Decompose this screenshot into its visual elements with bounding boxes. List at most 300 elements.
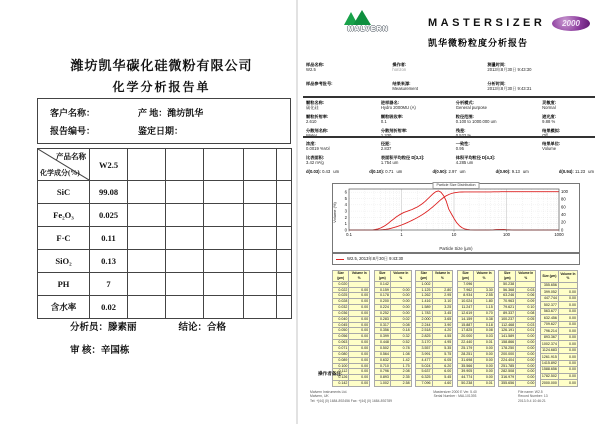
volume-cell: 0.00 <box>349 340 370 346</box>
malvern-wordmark: MALVERN <box>347 26 389 33</box>
volume-cell: 0.00 <box>390 299 411 305</box>
footer-line: Malvern Instruments Ltd. <box>310 390 348 394</box>
divider <box>303 96 595 98</box>
size-distribution-table <box>332 270 578 387</box>
percentile-label: d(0.50): <box>432 169 448 174</box>
size-table-row <box>540 380 577 387</box>
volume-cell: 0.00 <box>349 351 370 357</box>
volume-cell: 0.00 <box>558 334 577 340</box>
volume-cell: 0.70 <box>474 310 495 316</box>
volume-cell: 0.00 <box>349 316 370 322</box>
size-cell: 0.710 <box>374 363 390 369</box>
size-cell: 8.934 <box>457 293 474 299</box>
field-value: horizon <box>392 67 407 72</box>
svg-text:10: 10 <box>451 232 457 237</box>
empty-cell <box>166 204 204 227</box>
svg-text:20: 20 <box>561 219 566 225</box>
empty-cell <box>277 149 292 181</box>
percentile-value: d(0.03): 0.43 um <box>306 169 340 174</box>
size-cell: 632.456 <box>540 315 558 321</box>
component-value: 99.08 <box>90 181 128 204</box>
volume-cell: 1.75 <box>390 363 411 369</box>
field-label: 比表面积: <box>306 155 325 160</box>
field-label: 结果模拟: <box>542 128 561 133</box>
volume-weighted-mean <box>456 154 542 166</box>
volume-cell: 0.00 <box>516 334 536 340</box>
field-label: 遮光度: <box>542 114 557 119</box>
legend-line-sample <box>336 259 344 260</box>
size-table-column <box>540 270 578 387</box>
svg-text:100: 100 <box>561 189 568 195</box>
report-title: 凯华微粉粒度分析报告 <box>428 38 529 48</box>
field-label: 残差: <box>455 128 466 133</box>
volume-cell: 0.00 <box>474 357 495 363</box>
empty-cell <box>204 296 244 319</box>
size-cell: 502.377 <box>540 302 558 308</box>
svg-text:1: 1 <box>400 232 403 237</box>
percentile-label: d(0.90): <box>495 169 511 174</box>
size-cell: 1415.892 <box>541 361 557 365</box>
sample-name <box>306 60 392 76</box>
size-cell: 1124.683 <box>542 348 557 353</box>
volume-cell: 0.00 <box>349 369 370 375</box>
product-name-cell: W2.5 <box>90 149 128 181</box>
volume-cell: 0.05 <box>516 316 536 322</box>
volume-cell: 0.18 <box>390 328 411 334</box>
empty-cell <box>277 296 292 319</box>
empty-cell <box>128 227 166 250</box>
size-cell: 282.508 <box>499 369 516 375</box>
volume-cell: 0.38 <box>474 316 495 322</box>
volume-cell: 0.00 <box>349 293 370 299</box>
diagonal-header-cell <box>38 149 90 181</box>
field-value: 2.610 <box>306 119 317 124</box>
volume-cell: 0.00 <box>474 345 495 351</box>
field-label: 测量时间: <box>487 62 506 67</box>
empty-cell <box>204 250 244 273</box>
svg-text:2: 2 <box>344 214 347 220</box>
size-cell: 1.783 <box>416 310 432 316</box>
size-cell: 1588.656 <box>541 367 557 372</box>
absorption <box>381 113 456 125</box>
size-cell: 0.028 <box>333 299 349 305</box>
particle-ri <box>306 113 381 125</box>
reviewer-label: 审 核： <box>70 346 101 356</box>
empty-cell <box>128 296 166 319</box>
size-cell: 7.962 <box>457 287 474 293</box>
size-cell: 112.468 <box>499 322 516 328</box>
field-value: 2013年8月30日 9:43:31 <box>487 86 532 91</box>
result-units <box>542 140 594 152</box>
size-range <box>456 113 542 125</box>
volume-cell: 0.00 <box>558 360 577 366</box>
size-table-row <box>374 381 411 387</box>
volume-cell: 0.00 <box>474 369 495 375</box>
field-label: 粒径范围: <box>455 114 474 119</box>
field-label: 分析模式: <box>455 100 474 105</box>
report-title: 化学分析报告单 <box>112 80 211 94</box>
volume-cell: 0.00 <box>349 381 370 387</box>
volume-cell: 5.75 <box>432 351 453 357</box>
origin-value: 潍坊凯华 <box>167 108 204 118</box>
size-cell: 399.052 <box>540 289 558 295</box>
volume-cell: 0.00 <box>558 315 577 321</box>
size-cell: 2.825 <box>416 334 432 340</box>
field-label: 颗粒折射率: <box>306 114 329 119</box>
volume-cell: 0.00 <box>558 321 577 327</box>
size-table-row <box>416 381 453 387</box>
svg-text:3: 3 <box>344 208 347 214</box>
size-cell: 28.251 <box>457 351 474 357</box>
size-cell: 1.125 <box>416 287 432 293</box>
volume-cell: 3.10 <box>432 299 453 305</box>
component-name: Fe₂O₃ <box>38 204 90 227</box>
concentration <box>306 140 381 152</box>
volume-cell: 0.00 <box>390 305 411 311</box>
field-label: 径距: <box>380 141 391 146</box>
percentile-unit: um <box>588 169 594 174</box>
size-cell: 2000.000 <box>541 380 557 385</box>
conclusion-label: 结论： <box>178 323 208 333</box>
volume-cell: 2.08 <box>390 369 411 375</box>
size-cell: 89.337 <box>499 310 516 316</box>
size-table-header-row <box>333 271 370 282</box>
x-axis-label: Particle Size (µm) <box>439 246 473 251</box>
svg-text:0: 0 <box>344 227 347 233</box>
volume-cell: 0.78 <box>390 345 411 351</box>
size-cell: 0.159 <box>374 287 390 293</box>
volume-cell: 6.20 <box>432 363 453 369</box>
empty-cell <box>166 181 204 204</box>
field-label: 样品参考批号: <box>306 81 333 86</box>
field-value: 0.1 <box>380 119 387 124</box>
volume-cell: 0.00 <box>558 354 577 360</box>
size-column-header: Size (µm) <box>333 271 349 282</box>
volume-cell: 0.00 <box>516 375 536 381</box>
size-cell: 7.096 <box>416 381 432 387</box>
field-value: General purpose <box>455 105 487 110</box>
footer-line: Record Number: 13 <box>518 394 548 399</box>
empty-cell <box>204 204 244 227</box>
volume-cell: 1.80 <box>474 299 495 305</box>
volume-cell: 0.00 <box>474 375 495 381</box>
volume-cell: 0.18 <box>474 322 495 328</box>
size-table-row <box>499 381 536 387</box>
mastersizer-2000-badge: 2000 <box>552 16 590 31</box>
operator <box>392 60 487 76</box>
percentile-unit: um <box>396 169 403 174</box>
footer-line: Mastersizer 2000 E Ver. 5.40 <box>433 390 477 394</box>
size-cell: 0.063 <box>333 340 349 346</box>
volume-cell: 0.00 <box>349 375 370 381</box>
empty-cell <box>277 204 292 227</box>
legend-label: W2.5, 2013年8月30日 9:43:30 <box>347 256 404 261</box>
percentile-row <box>306 169 594 174</box>
empty-cell <box>244 296 277 319</box>
volume-cell: 0.10 <box>516 305 536 311</box>
size-table-row <box>457 381 494 387</box>
size-cell: 709.627 <box>540 321 558 327</box>
size-cell: 0.126 <box>333 375 349 381</box>
customer-label: 客户名称： <box>50 108 96 118</box>
size-table-header-row <box>416 271 453 282</box>
volume-cell: 0.00 <box>558 380 577 387</box>
size-cell: 22.440 <box>457 340 474 346</box>
empty-cell <box>204 149 244 181</box>
footer-instrument <box>410 390 500 399</box>
size-cell: 0.080 <box>333 351 349 357</box>
size-cell: 25.179 <box>457 345 474 351</box>
size-column-header: Size (µm) <box>374 271 390 282</box>
volume-cell: 0.00 <box>474 351 495 357</box>
volume-cell: 4.20 <box>432 328 453 334</box>
size-cell: 0.036 <box>333 310 349 316</box>
size-cell: 0.224 <box>374 305 390 311</box>
svg-text:40: 40 <box>561 212 566 218</box>
size-cell: 50.238 <box>499 281 516 287</box>
chart-plot <box>333 184 577 242</box>
volume-cell: 0.32 <box>390 334 411 340</box>
mastersizer-wordmark: MASTERSIZER <box>428 17 546 29</box>
volume-cell: 0.08 <box>516 310 536 316</box>
component-value: 0.025 <box>90 204 128 227</box>
empty-cell <box>166 296 204 319</box>
size-cell: 0.796 <box>374 369 390 375</box>
size-table-column <box>332 270 370 387</box>
svg-text:1: 1 <box>344 221 347 227</box>
svg-text:6: 6 <box>344 189 347 195</box>
size-cell: 1.416 <box>416 299 432 305</box>
size-table-column <box>374 270 412 387</box>
size-cell: 0.564 <box>374 351 390 357</box>
volume-cell: 0.00 <box>474 363 495 369</box>
volume-cell: 0.00 <box>558 373 577 379</box>
size-cell: 0.112 <box>333 369 349 375</box>
field-label: 体积平均粒径 D[4,3]: <box>455 155 496 160</box>
size-cell: 2.000 <box>416 316 432 322</box>
volume-cell: 0.00 <box>558 367 577 373</box>
volume-cell: 6.05 <box>432 357 453 363</box>
empty-cell <box>277 227 292 250</box>
empty-cell <box>128 273 166 296</box>
empty-cell <box>244 227 277 250</box>
percentile-unit: um <box>333 169 340 174</box>
size-cell: 0.032 <box>333 305 349 311</box>
volume-cell: 0.00 <box>349 299 370 305</box>
empty-cell <box>204 273 244 296</box>
size-cell: 63.246 <box>499 293 516 299</box>
size-table-header-row <box>540 271 577 283</box>
volume-cell: 0.00 <box>516 369 536 375</box>
particle-size-chart <box>332 183 580 253</box>
volume-cell: 0.00 <box>349 357 370 363</box>
y-axis-label: Volume (%) <box>331 202 337 223</box>
volume-cell: 0.00 <box>516 340 536 346</box>
volume-cell: 0.00 <box>349 328 370 334</box>
field-value: 9.88 % <box>542 119 556 124</box>
field-label: 颗粒名称: <box>306 100 325 105</box>
volume-cell: 4.60 <box>432 381 453 387</box>
chemical-analysis-report <box>30 55 293 385</box>
size-cell: 50.238 <box>457 381 474 387</box>
empty-cell <box>277 250 292 273</box>
component-name: SiO₂ <box>38 250 90 273</box>
operator-notes-label: 操作者备注: <box>318 371 343 376</box>
size-cell: 79.621 <box>499 305 516 311</box>
volume-cell: 0.08 <box>474 328 495 334</box>
component-name: 含水率 <box>38 296 90 319</box>
sensitivity <box>542 99 594 111</box>
span <box>381 140 456 152</box>
volume-column-header: Volume In % <box>558 271 577 283</box>
size-cell: 0.399 <box>374 334 390 340</box>
volume-cell: 0.00 <box>558 347 577 353</box>
percentile-value: d(0.90): 9.13 um <box>495 169 529 174</box>
field-label: 结果来源: <box>392 81 411 86</box>
field-value: Normal <box>542 105 556 110</box>
result-source <box>392 79 487 95</box>
size-column-header: Size (µm) <box>457 271 474 282</box>
volume-cell: 2.95 <box>432 293 453 299</box>
field-value <box>306 86 392 91</box>
size-cell: 100.237 <box>499 316 516 322</box>
volume-cell: 0.00 <box>349 345 370 351</box>
volume-cell: 4.55 <box>432 334 453 340</box>
volume-cell: 0.00 <box>390 287 411 293</box>
size-cell: 44.774 <box>457 375 474 381</box>
size-cell: 0.178 <box>374 293 390 299</box>
size-cell: 17.825 <box>457 328 474 334</box>
volume-cell: 0.00 <box>349 322 370 328</box>
field-value: Measurement <box>392 86 418 91</box>
size-cell: 0.045 <box>333 322 349 328</box>
accessory-name <box>381 99 456 111</box>
size-cell: 12.619 <box>457 310 474 316</box>
volume-cell: 0.00 <box>516 381 536 387</box>
size-cell: 15.887 <box>457 322 474 328</box>
sample-info-block <box>306 60 594 95</box>
analyst-name: 滕素丽 <box>108 323 137 333</box>
table-row <box>38 250 292 273</box>
volume-cell: 0.01 <box>516 328 536 334</box>
size-table-row <box>333 381 370 387</box>
footer-line: 2013-9-4 10:46:21 <box>518 398 546 403</box>
size-cell: 0.056 <box>333 334 349 340</box>
size-cell: 1.002 <box>416 281 432 287</box>
field-value: 4.285 um <box>455 160 474 165</box>
field-label: 样品名称: <box>306 62 325 67</box>
svg-text:80: 80 <box>561 196 566 202</box>
volume-cell: 0.00 <box>516 357 536 363</box>
field-value <box>542 155 594 160</box>
footer-address <box>310 390 392 403</box>
page-divider <box>296 0 298 424</box>
size-cell: 178.250 <box>499 345 516 351</box>
sample-ref <box>306 79 392 95</box>
volume-cell: 0.00 <box>558 302 577 308</box>
volume-cell: 1.08 <box>390 351 411 357</box>
volume-column-header: Volume In % <box>516 271 536 282</box>
empty-cell <box>166 227 204 250</box>
mountain-icon <box>353 10 371 25</box>
volume-cell: 0.03 <box>516 287 536 293</box>
chemical-composition-table <box>37 148 292 319</box>
volume-cell: 0.09 <box>516 299 536 305</box>
mastersizer-report <box>300 0 598 424</box>
size-cell: 20.000 <box>457 334 474 340</box>
field-label: 表面积平均粒径 D[3,2]: <box>380 155 425 160</box>
volume-cell: 5.45 <box>432 375 453 381</box>
measured-time <box>487 60 594 76</box>
obscuration <box>542 113 594 125</box>
size-cell: 200.000 <box>499 351 516 357</box>
company-name: 潍坊凯华碳化硅微粉有限公司 <box>70 58 253 73</box>
size-cell: 0.050 <box>333 328 349 334</box>
size-cell: 563.677 <box>540 308 558 314</box>
size-cell: 0.071 <box>333 345 349 351</box>
size-cell: 126.191 <box>499 328 516 334</box>
size-cell: 1.589 <box>416 305 432 311</box>
volume-cell: 0.00 <box>349 310 370 316</box>
size-table-header-row <box>374 271 411 282</box>
table-row <box>38 273 292 296</box>
volume-cell: 2.80 <box>432 287 453 293</box>
size-cell: 3.557 <box>416 345 432 351</box>
percentile-unit: um <box>522 169 529 174</box>
surface-weighted-mean <box>381 154 456 166</box>
size-cell: 0.022 <box>333 287 349 293</box>
svg-text:60: 60 <box>561 204 566 210</box>
size-cell: 251.785 <box>499 363 516 369</box>
volume-cell: 0.08 <box>390 322 411 328</box>
table-row <box>38 296 292 319</box>
size-cell: 316.979 <box>499 375 516 381</box>
size-cell: 1002.374 <box>541 341 557 346</box>
field-label: 进样器名: <box>380 100 400 105</box>
blank <box>542 154 594 166</box>
volume-cell: 0.00 <box>558 308 577 314</box>
size-cell: 0.200 <box>374 299 390 305</box>
volume-cell: 0.00 <box>349 305 370 311</box>
diag-top-label: 产品名称 <box>56 152 86 161</box>
size-cell: 0.317 <box>374 322 390 328</box>
diag-bottom-label: 化学成分(%) <box>40 169 80 177</box>
volume-column-header: Volume In % <box>349 271 370 282</box>
volume-cell: 6.00 <box>432 369 453 375</box>
size-cell: 0.893 <box>374 375 390 381</box>
size-cell: 2.244 <box>416 322 432 328</box>
report-no-label: 报告编号： <box>50 126 96 136</box>
size-cell: 0.252 <box>374 310 390 316</box>
size-cell: 35.566 <box>457 363 474 369</box>
volume-cell: 0.03 <box>516 322 536 328</box>
analyst-line <box>70 319 226 333</box>
volume-cell: 0.00 <box>516 351 536 357</box>
empty-cell <box>244 181 277 204</box>
table-row <box>38 227 292 250</box>
size-cell: 0.356 <box>374 328 390 334</box>
volume-cell: 3.45 <box>432 310 453 316</box>
component-name: PH <box>38 273 90 296</box>
size-column-header: Size (µm) <box>499 271 516 282</box>
size-cell: 1.002 <box>374 381 390 387</box>
reviewer-line <box>70 342 129 356</box>
date-label: 鉴定日期： <box>138 126 184 136</box>
size-cell: 158.866 <box>499 340 516 346</box>
percentile-label: d(0.10): <box>369 169 385 174</box>
volume-cell: 2.58 <box>390 381 411 387</box>
size-cell: 2.518 <box>416 328 432 334</box>
